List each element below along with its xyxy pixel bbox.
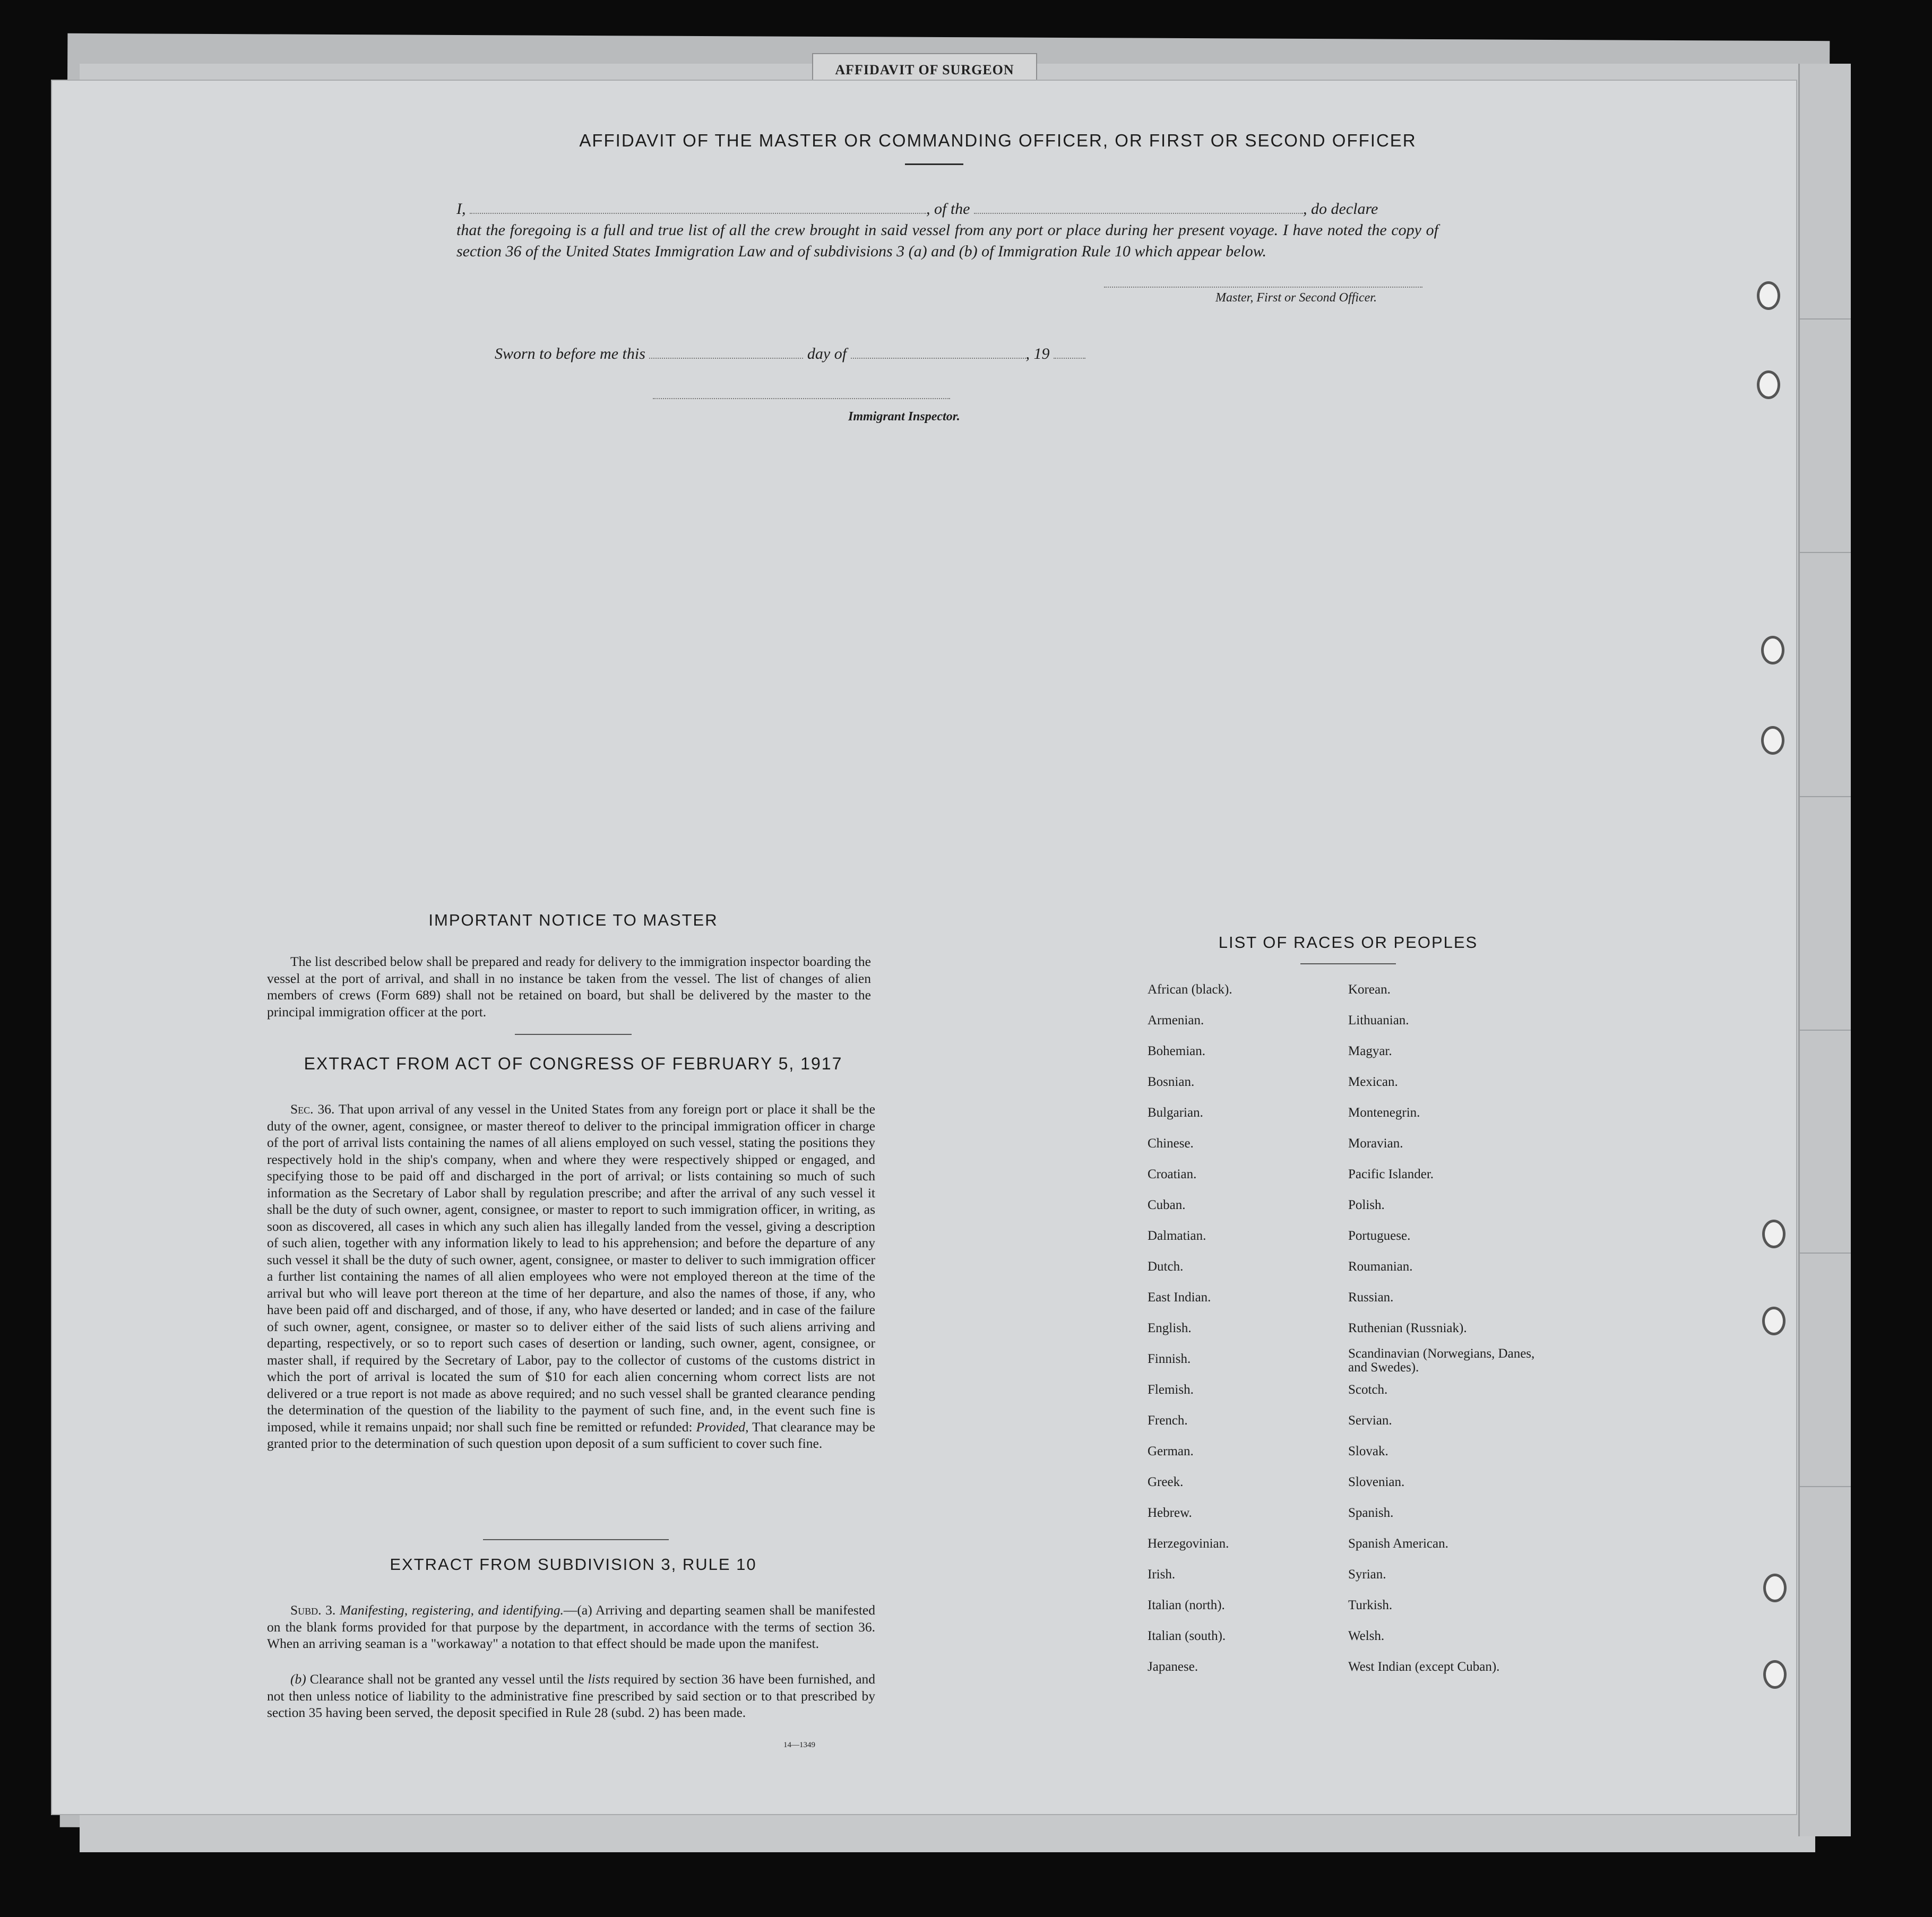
divider	[483, 1539, 669, 1540]
subd-b-label: (b)	[290, 1671, 306, 1687]
subd-b-text-1: Clearance shall not be granted any vessel until the	[309, 1671, 584, 1687]
race-item: Bohemian.	[1148, 1044, 1206, 1058]
race-item: Slovak.	[1348, 1444, 1388, 1458]
race-item: Lithuanian.	[1348, 1013, 1409, 1027]
race-item: Flemish.	[1148, 1383, 1194, 1397]
act-text	[267, 1101, 875, 1452]
subd-b-lists: lists	[588, 1671, 610, 1687]
race-item: Montenegrin.	[1348, 1106, 1420, 1120]
right-page-edge	[1798, 64, 1851, 1836]
sec-label: Sec. 36.	[290, 1101, 335, 1117]
notice-text: The list described below shall be prepared and ready for delivery to the immigration inspector boarding the vessel at the port of arrival, and shall in no instance be taken from the vessel. The list of changes of alien members of crews (Form 689) shall not be retained on board, but shall be delivered by the master to the principal immigration officer at the port.	[267, 954, 871, 1020]
race-item: Armenian.	[1148, 1013, 1204, 1027]
punch-hole	[1757, 281, 1780, 310]
sworn-line	[495, 345, 1085, 363]
race-item: Italian (south).	[1148, 1629, 1226, 1643]
race-item: Turkish.	[1348, 1598, 1393, 1612]
race-item: Pacific Islander.	[1348, 1167, 1434, 1181]
race-item: African (black).	[1148, 982, 1232, 997]
punch-hole	[1763, 1660, 1787, 1689]
subd-title: Manifesting, registering, and identifying.	[339, 1602, 564, 1618]
subd-label: Subd. 3.	[290, 1602, 336, 1618]
race-item: Irish.	[1148, 1567, 1176, 1582]
race-item: Italian (north).	[1148, 1598, 1225, 1612]
signature-line[interactable]	[1104, 287, 1422, 288]
affidavit-text: that the foregoing is a full and true list of all the crew brought in said vessel from any port or place during her present voyage. I have noted the copy of section 36 of the United States Immigration Law and of subdivisions 3 (a) and (b) of Immigration Rule 10 which appear below.	[456, 221, 1438, 260]
races-left-column	[1148, 974, 1349, 1682]
race-item: English.	[1148, 1321, 1192, 1335]
race-item: Spanish American.	[1348, 1536, 1448, 1551]
race-item: Welsh.	[1348, 1629, 1385, 1643]
name-blank[interactable]	[470, 200, 926, 214]
divider	[1300, 963, 1396, 964]
race-item: Spanish.	[1348, 1506, 1394, 1520]
race-item: Chinese.	[1148, 1136, 1194, 1151]
affidavit-title: AFFIDAVIT OF THE MASTER OR COMMANDING OFFICER, OR FIRST OR SECOND OFFICER	[579, 131, 1417, 150]
inspector-line[interactable]	[653, 398, 950, 399]
race-item: Croatian.	[1148, 1167, 1197, 1181]
sworn-day-of: day of	[807, 345, 847, 362]
form-number: 14—1349	[783, 1741, 815, 1749]
race-item: Finnish.	[1148, 1352, 1191, 1366]
rule-para-b	[267, 1671, 875, 1721]
race-item: Servian.	[1348, 1413, 1392, 1428]
vessel-blank[interactable]	[974, 200, 1303, 214]
subd-b-text-2: required by section 36 have been furnished, and not then unless notice of liability to the administrative fine prescribed by said section or to that prescribed by section 35 having been served, the deposit specified in Rule 28 (subd. 2) has been made.	[267, 1671, 876, 1720]
race-item: Slovenian.	[1348, 1475, 1405, 1489]
year-blank[interactable]	[1054, 345, 1085, 359]
act-provided: Provided,	[696, 1419, 749, 1435]
race-item: Dalmatian.	[1148, 1229, 1206, 1243]
race-item: Hebrew.	[1148, 1506, 1192, 1520]
race-item: Herzegovinian.	[1148, 1536, 1229, 1551]
race-item: Scandinavian (Norwegians, Danes, and Swedes).	[1348, 1346, 1535, 1375]
punch-hole	[1761, 636, 1784, 664]
race-item: Cuban.	[1148, 1198, 1186, 1212]
punch-hole	[1761, 726, 1784, 755]
punch-hole	[1757, 370, 1780, 399]
race-item: Bosnian.	[1148, 1075, 1195, 1089]
race-item: Bulgarian.	[1148, 1106, 1203, 1120]
tab-label: AFFIDAVIT OF SURGEON	[835, 62, 1014, 77]
month-blank[interactable]	[851, 345, 1026, 359]
race-item: Korean.	[1348, 982, 1391, 997]
affidavit-body	[456, 198, 1438, 262]
race-item: Ruthenian (Russniak).	[1348, 1321, 1467, 1335]
race-item: West Indian (except Cuban).	[1348, 1660, 1500, 1674]
race-item: Scotch.	[1348, 1383, 1388, 1397]
race-item: Mexican.	[1348, 1075, 1398, 1089]
race-item: Moravian.	[1348, 1136, 1403, 1151]
race-item: Syrian.	[1348, 1567, 1386, 1582]
affidavit-i: I,	[456, 200, 466, 218]
divider	[515, 1034, 632, 1035]
sworn-prefix: Sworn to before me this	[495, 345, 645, 362]
race-item: Greek.	[1148, 1475, 1184, 1489]
affidavit-declare: , do declare	[1303, 200, 1378, 218]
race-item: Japanese.	[1148, 1660, 1198, 1674]
race-item: French.	[1148, 1413, 1188, 1428]
race-item: East Indian.	[1148, 1290, 1211, 1305]
race-item: Magyar.	[1348, 1044, 1392, 1058]
rule-title: EXTRACT FROM SUBDIVISION 3, RULE 10	[390, 1555, 757, 1574]
rule-para-a	[267, 1602, 875, 1652]
race-item: Dutch.	[1148, 1259, 1184, 1274]
inspector-label: Immigrant Inspector.	[848, 410, 960, 424]
act-body-end: That clearance may be granted prior to the determination of such question upon deposit of a sum sufficient to cover such fine.	[267, 1419, 875, 1451]
subd-para-a: —(a) Arriving and departing seamen shall be manifested on the blank forms provided for that purpose by the department, in accordance with the terms of section 36. When an arriving seaman is a "workaway" a notation to that effect should be made upon the manifest.	[267, 1602, 875, 1651]
act-body: That upon arrival of any vessel in the United States from any foreign port or place it shall be the duty of the owner, agent, consignee, or master thereof to deliver to the principal immigration officer in charge of the port of arrival lists containing the names of all aliens employed on such vessel, stating the positions they respectively hold in the ship's company, when and where they were respectively shipped or engaged, and specifying those to be paid off and discharged in the port of arrival; or lists containing so much of such information as the Secretary of Labor shall by regulation prescribe; and after the arrival of any such vessel it shall be the duty of such owner, agent, consignee, or master to report to such immigration officer, in writing, as soon as discovered, all cases in which any such alien has illegally landed from the vessel, giving a description of such alien, together with any information likely to lead to his apprehension; and before the departure of any such vessel it shall be the duty of such owner, agent, consignee, or master to deliver to such immigration officer a further list containing the names of all alien employees who were not employed thereon at the time of the arrival but who will leave port thereon at the time of her departure, and also the names of those, if any, who have been paid off and discharged, and of those, if any, who have deserted or landed; and in case of the failure of such owner, agent, consignee, or master so to deliver either of the said lists of such aliens arriving and departing, respectively, or so to report such cases of desertion or landing, such owner, agent, consignee, or master shall, if required by the Secretary of Labor, pay to the collector of customs of the customs district in which the port of arrival is located the sum of $10 for each alien concerning whom correct lists are not delivered or a true report is not made as above required; and no such vessel shall be granted clearance pending the determination of the question of the liability to the payment of such fine, and, in the event such fine is imposed, while it remains unpaid; nor shall such fine be remitted or refunded:	[267, 1101, 875, 1435]
race-item: German.	[1148, 1444, 1194, 1458]
race-item: Portuguese.	[1348, 1229, 1411, 1243]
sworn-year: , 19	[1025, 345, 1050, 362]
notice-title: IMPORTANT NOTICE TO MASTER	[428, 911, 718, 929]
race-item: Polish.	[1348, 1198, 1385, 1212]
day-blank[interactable]	[649, 345, 803, 359]
race-item: Russian.	[1348, 1290, 1394, 1305]
divider	[905, 163, 963, 165]
punch-hole	[1762, 1220, 1786, 1248]
punch-hole	[1762, 1307, 1786, 1335]
races-title: LIST OF RACES OR PEOPLES	[1218, 933, 1478, 952]
punch-hole	[1763, 1574, 1787, 1602]
race-item: Roumanian.	[1348, 1259, 1413, 1274]
races-right-column	[1348, 974, 1624, 1682]
act-title: EXTRACT FROM ACT OF CONGRESS OF FEBRUARY 5, 1917	[304, 1054, 843, 1073]
affidavit-of-the: , of the	[926, 200, 970, 218]
signature-label: Master, First or Second Officer.	[1215, 291, 1377, 305]
